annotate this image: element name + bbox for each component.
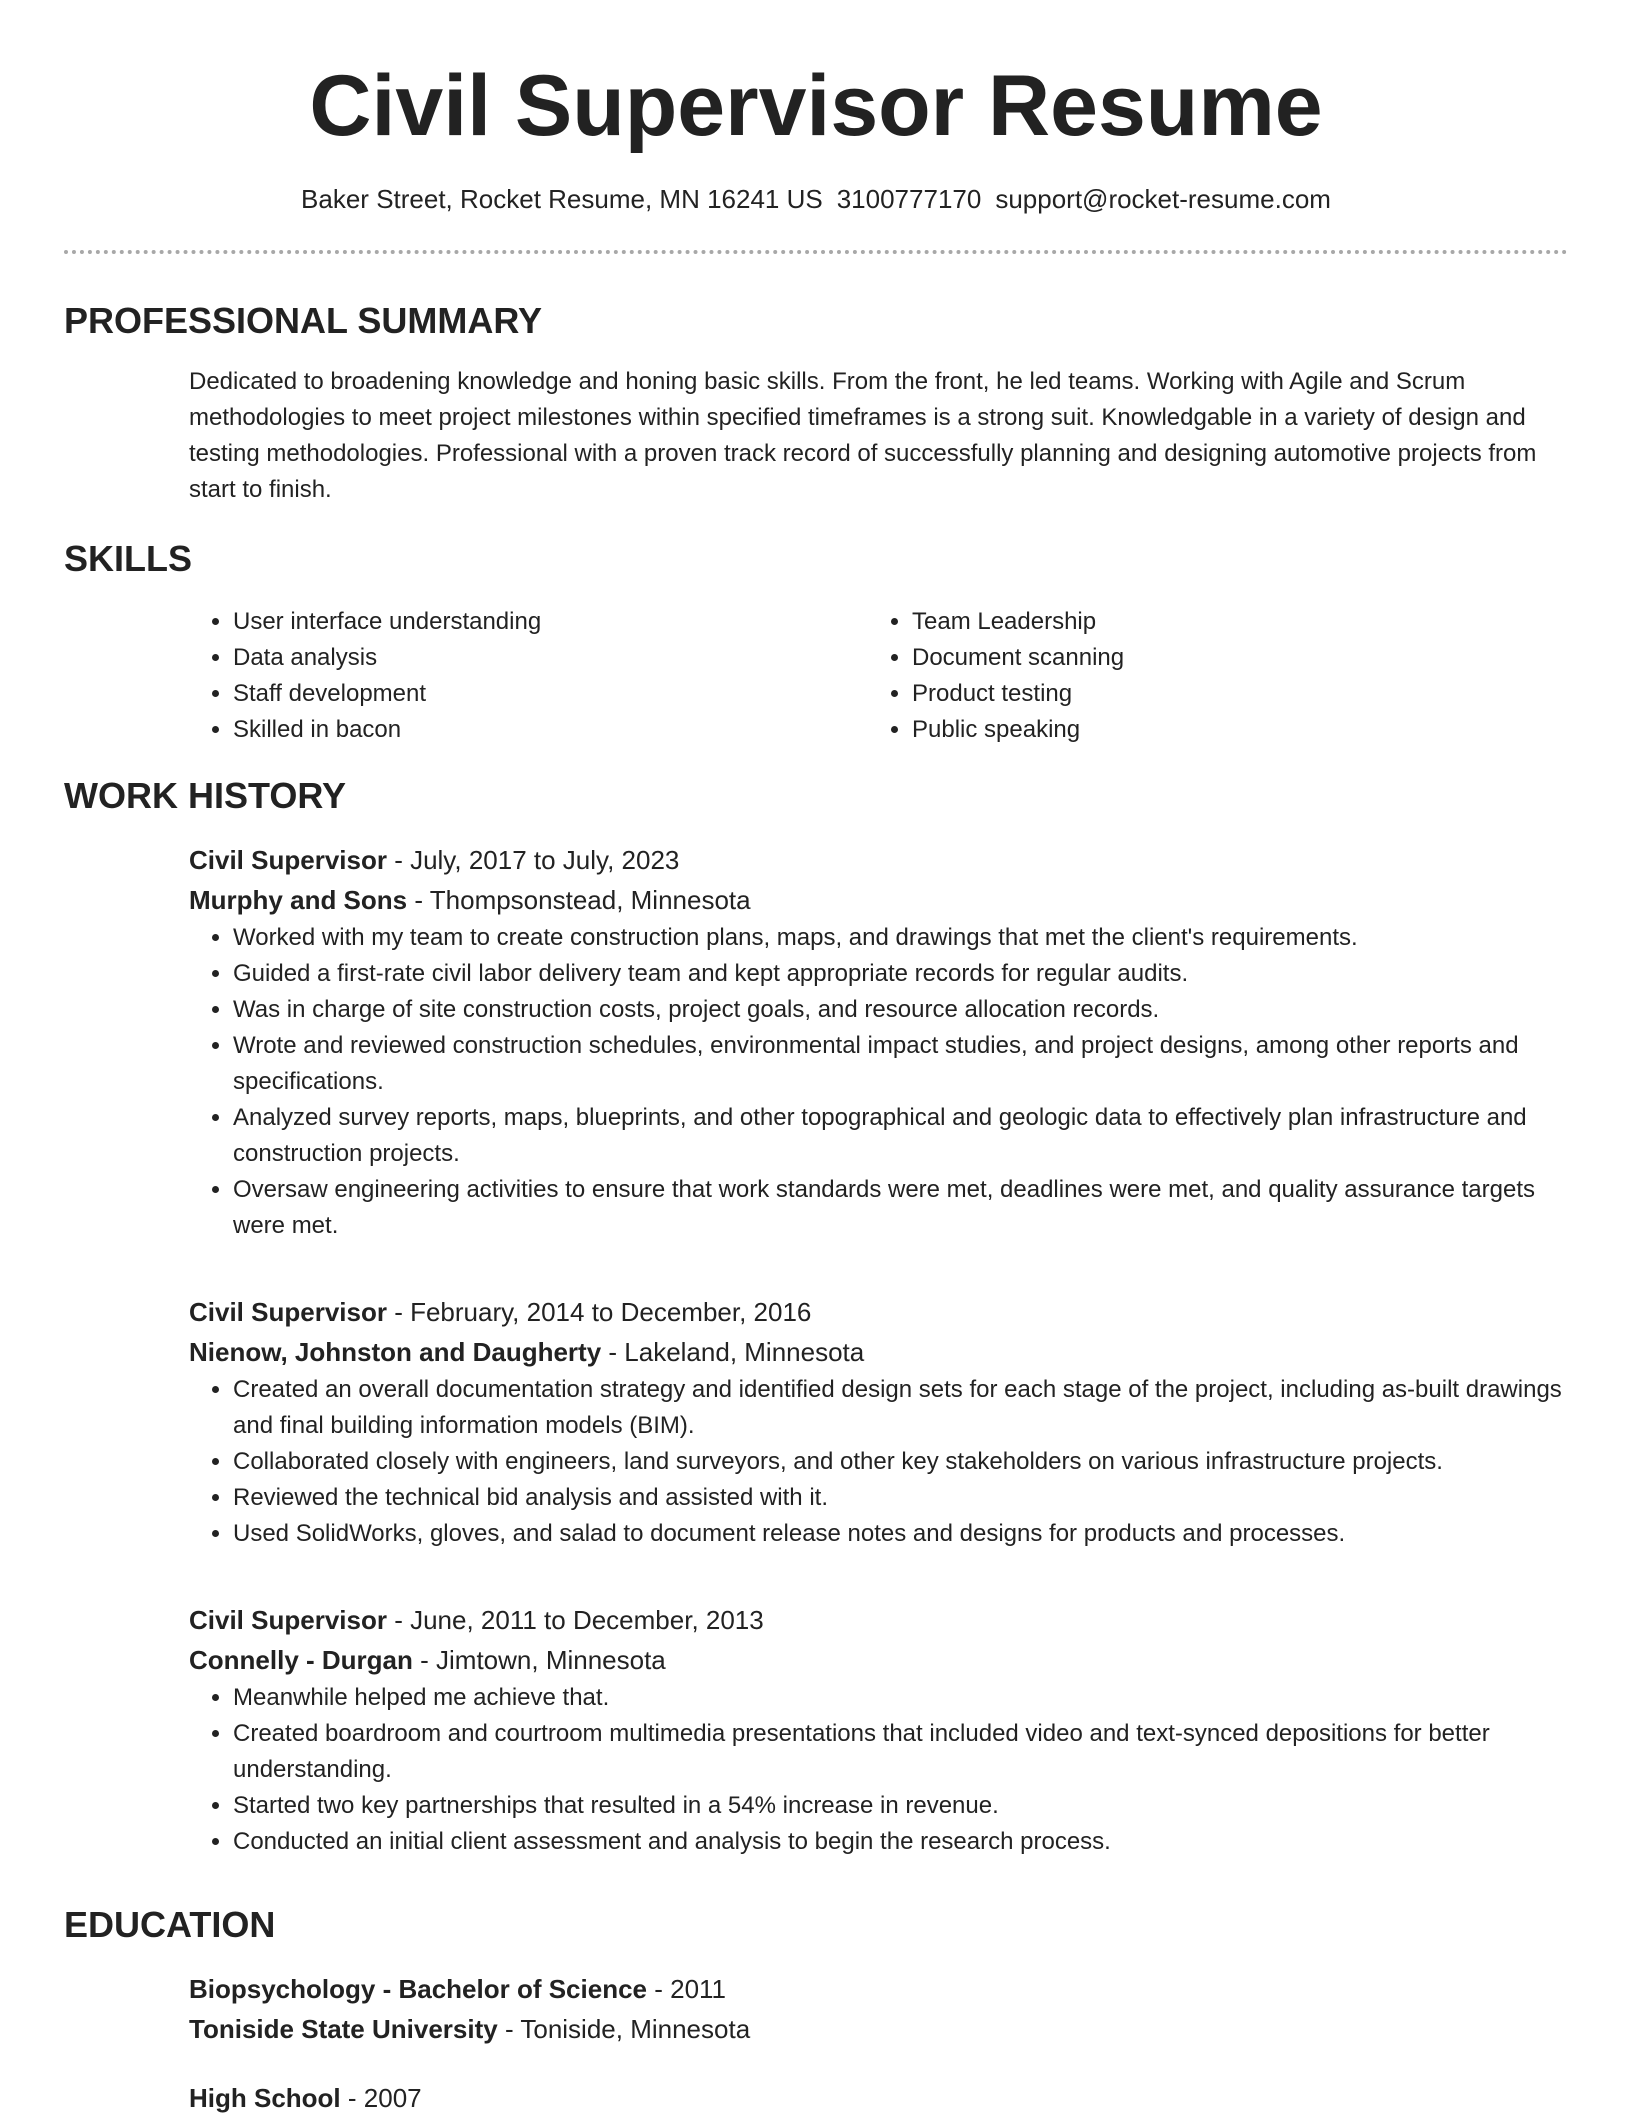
job-bullet: • Was in charge of site construction costs, project goals, and resource allocation records. bbox=[233, 992, 1569, 1028]
skill-item: • User interface understanding bbox=[233, 604, 868, 640]
job-company: Connelly - Durgan bbox=[189, 1645, 413, 1675]
education-degree-line bbox=[189, 1969, 1569, 2009]
job-bullet: • Reviewed the technical bid analysis and assisted with it. bbox=[233, 1480, 1569, 1516]
skill-item: • Staff development bbox=[233, 676, 868, 712]
job-entry bbox=[189, 1292, 1569, 1552]
job-location: - Thompsonstead, Minnesota bbox=[407, 885, 751, 915]
job-company-line bbox=[189, 1640, 1569, 1680]
job-bullet: • Created an overall documentation strategy and identified design sets for each stage of the project, including as-built drawings and final building information models (BIM). bbox=[233, 1372, 1569, 1444]
job-location: - Jimtown, Minnesota bbox=[412, 1645, 666, 1675]
education-school: Toniside State University bbox=[189, 2014, 498, 2044]
job-company: Nienow, Johnston and Daugherty bbox=[189, 1337, 602, 1367]
education-location: - Toniside, Minnesota bbox=[497, 2014, 751, 2044]
summary-section bbox=[189, 364, 1569, 508]
job-bullet: • Used SolidWorks, gloves, and salad to document release notes and designs for products and processes. bbox=[233, 1516, 1569, 1552]
skill-item: • Document scanning bbox=[912, 640, 1547, 676]
job-entry bbox=[189, 1600, 1569, 1860]
skills-column-right bbox=[868, 604, 1547, 748]
job-title: Civil Supervisor bbox=[189, 1297, 387, 1327]
job-bullet: • Created boardroom and courtroom multimedia presentations that included video and text-synced depositions for better understanding. bbox=[233, 1716, 1569, 1788]
job-title: Civil Supervisor bbox=[189, 845, 387, 875]
job-bullet: • Analyzed survey reports, maps, blueprints, and other topographical and geologic data to effectively plan infrastructure and construction projects. bbox=[233, 1100, 1569, 1172]
header-divider bbox=[64, 250, 1568, 254]
skills-heading: SKILLS bbox=[64, 538, 193, 579]
job-company-line bbox=[189, 880, 1569, 920]
job-bullet: • Collaborated closely with engineers, land surveyors, and other key stakeholders on various infrastructure projects. bbox=[233, 1444, 1569, 1480]
contact-email: support@rocket-resume.com bbox=[995, 184, 1331, 214]
education-year: - 2011 bbox=[647, 1974, 727, 2004]
education-heading: EDUCATION bbox=[64, 1904, 276, 1945]
job-dates: - June, 2011 to December, 2013 bbox=[386, 1605, 764, 1635]
skills-grid bbox=[189, 604, 1569, 748]
job-dates: - July, 2017 to July, 2023 bbox=[386, 845, 680, 875]
education-year: - 2007 bbox=[340, 2083, 422, 2113]
contact-phone: 3100777170 bbox=[836, 184, 982, 214]
work-history-heading: WORK HISTORY bbox=[64, 775, 347, 816]
job-bullets bbox=[189, 920, 1569, 1244]
contact-address: Baker Street, Rocket Resume, MN 16241 US bbox=[301, 184, 823, 214]
summary-text: Dedicated to broadening knowledge and honing basic skills. From the front, he led teams. Working with Agile and Scrum methodologies to meet project milestones within specified timeframes is a strong suit. Knowledgable in a variety of design and testing methodologies. Professional with a proven track record of successfully planning and designing automotive projects from start to finish. bbox=[189, 368, 1537, 503]
education-entry bbox=[189, 2078, 1569, 2118]
education-degree-line bbox=[189, 2078, 1569, 2118]
contact-line bbox=[0, 181, 1632, 217]
job-title-line bbox=[189, 1600, 1569, 1640]
skill-item: • Public speaking bbox=[912, 712, 1547, 748]
resume-title: Civil Supervisor Resume bbox=[309, 58, 1323, 154]
skill-item: • Data analysis bbox=[233, 640, 868, 676]
education-degree: Biopsychology - Bachelor of Science bbox=[189, 1974, 647, 2004]
job-bullet: • Oversaw engineering activities to ensure that work standards were met, deadlines were met, and quality assurance targets were met. bbox=[233, 1172, 1569, 1244]
job-title: Civil Supervisor bbox=[189, 1605, 387, 1635]
job-title-line bbox=[189, 840, 1569, 880]
education-entry bbox=[189, 1969, 1569, 2049]
summary-heading: PROFESSIONAL SUMMARY bbox=[64, 300, 543, 341]
job-bullet: • Started two key partnerships that resulted in a 54% increase in revenue. bbox=[233, 1788, 1569, 1824]
job-bullets bbox=[189, 1680, 1569, 1860]
job-bullet: • Worked with my team to create construction plans, maps, and drawings that met the client's requirements. bbox=[233, 920, 1569, 956]
education-degree: High School bbox=[189, 2083, 341, 2113]
job-bullet: • Guided a first-rate civil labor delivery team and kept appropriate records for regular audits. bbox=[233, 956, 1569, 992]
job-entry bbox=[189, 840, 1569, 1244]
skill-item: • Team Leadership bbox=[912, 604, 1547, 640]
job-company: Murphy and Sons bbox=[189, 885, 408, 915]
job-title-line bbox=[189, 1292, 1569, 1332]
job-bullet: • Wrote and reviewed construction schedules, environmental impact studies, and project designs, among other reports and specifications. bbox=[233, 1028, 1569, 1100]
education-school-line bbox=[189, 2009, 1569, 2049]
job-location: - Lakeland, Minnesota bbox=[601, 1337, 865, 1367]
skill-item: • Skilled in bacon bbox=[233, 712, 868, 748]
job-company-line bbox=[189, 1332, 1569, 1372]
job-dates: - February, 2014 to December, 2016 bbox=[386, 1297, 812, 1327]
job-bullet: • Conducted an initial client assessment and analysis to begin the research process. bbox=[233, 1824, 1569, 1860]
job-bullets bbox=[189, 1372, 1569, 1552]
skill-item: • Product testing bbox=[912, 676, 1547, 712]
job-bullet: • Meanwhile helped me achieve that. bbox=[233, 1680, 1569, 1716]
skills-column-left bbox=[189, 604, 868, 748]
